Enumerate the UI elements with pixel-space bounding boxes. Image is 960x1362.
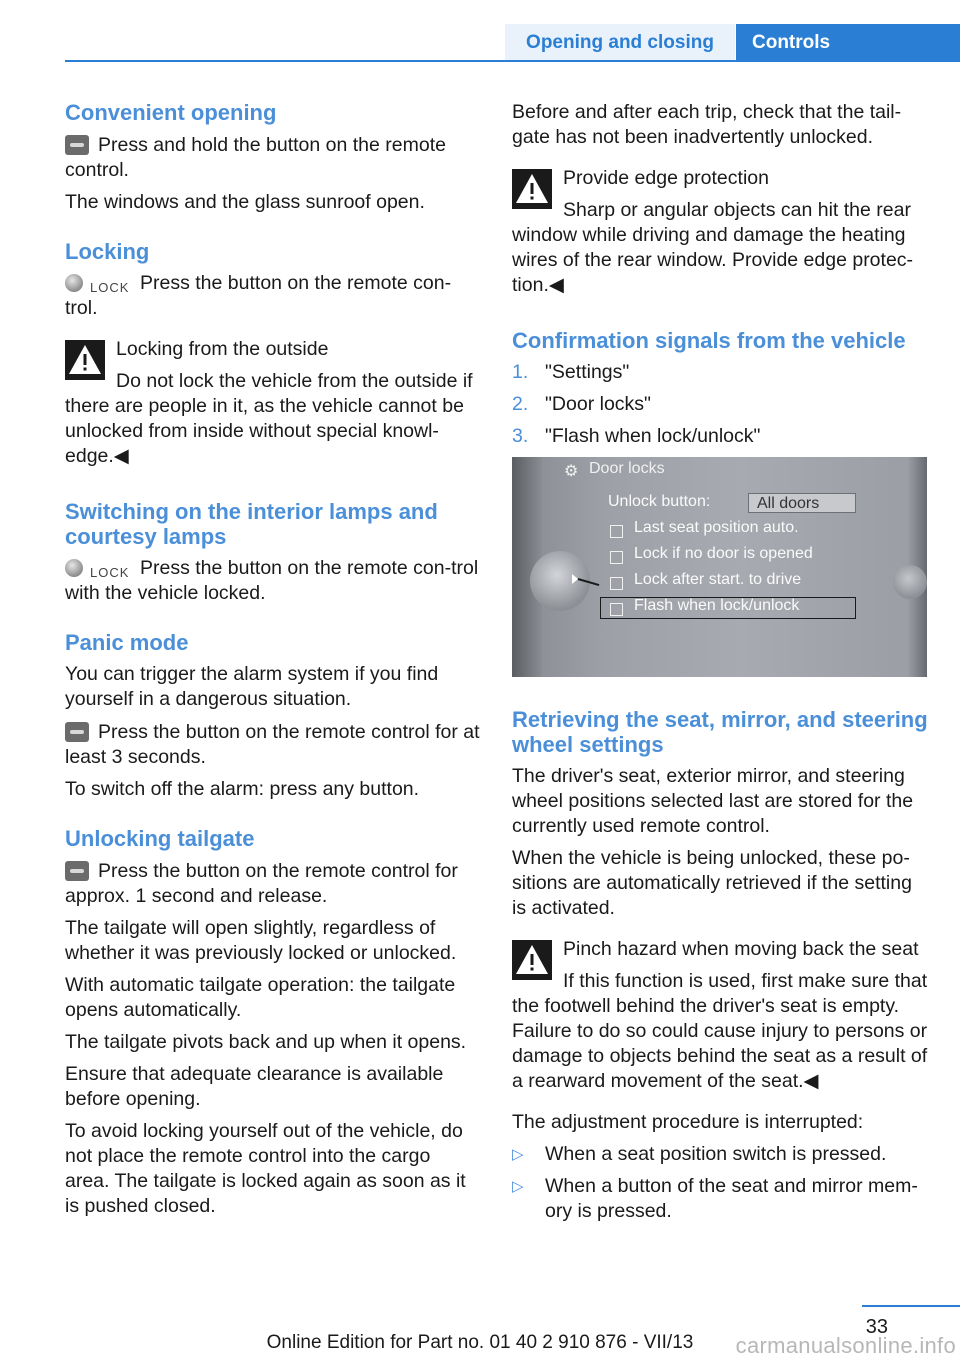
heading-locking: Locking — [65, 239, 150, 264]
paragraph: With automatic tailgate operation: the tailgate opens automatically. — [65, 974, 456, 1021]
paragraph: Ensure that adequate clearance is available before opening. — [65, 1063, 444, 1110]
bullet-triangle-icon: ▷ — [512, 1178, 524, 1195]
warning-title: Pinch hazard when moving back the seat — [563, 938, 919, 960]
screen-option: Last seat position auto. — [634, 519, 799, 536]
paragraph: The tailgate will open slightly, regardless of whether it was previously locked or unlocked. — [65, 917, 457, 964]
watermark: carmanualsonline.info — [735, 1333, 956, 1358]
paragraph: The tailgate pivots back and up when it opens. — [65, 1031, 467, 1053]
screen-option: Lock if no door is opened — [634, 545, 813, 562]
bullet-triangle-icon: ▷ — [512, 1146, 524, 1163]
paragraph: Before and after each trip, check that the tail-gate has not been inadvertently unlocked. — [512, 101, 902, 148]
screen-header: Door locks — [589, 460, 665, 477]
remote-tailgate-icon — [65, 861, 89, 881]
screen-option: Lock after start. to drive — [634, 571, 802, 588]
checkbox-icon — [610, 525, 623, 538]
warning-body: Sharp or angular objects can hit the rear window while driving and damage the heating wires of the rear window. Provide edge protec-tion.◀ — [512, 199, 914, 296]
left-column — [65, 100, 480, 1219]
numbered-steps — [512, 360, 930, 449]
heading-interior-lamps: Switching on the interior lamps and courtesy lamps — [65, 499, 438, 549]
paragraph: The driver's seat, exterior mirror, and steering wheel positions selected last are stored for the currently used remote control. — [512, 765, 914, 837]
lock-button-icon: LOCK — [65, 558, 131, 578]
warning-body: Do not lock the vehicle from the outside if there are people in it, as the vehicle cannot be unlocked from inside without special knowl-edge.◀ — [65, 370, 473, 467]
list-item: 2. "Door locks" — [512, 393, 651, 415]
heading-convenient-opening: Convenient opening — [65, 100, 277, 125]
heading-retrieving-settings: Retrieving the seat, mirror, and steering wheel settings — [512, 707, 928, 757]
unlock-button-label: Unlock button: — [608, 493, 711, 510]
idrive-screenshot — [512, 457, 927, 677]
remote-unlock-icon — [65, 135, 89, 155]
paragraph: The windows and the glass sunroof open. — [65, 191, 425, 213]
header-chapter: Controls — [736, 24, 960, 61]
option-knob-icon — [893, 565, 927, 599]
bullet-list — [512, 1142, 930, 1224]
paragraph: You can trigger the alarm system if you find yourself in a dangerous situation. — [65, 663, 439, 710]
unlock-button-value: All doors — [748, 493, 856, 513]
controller-knob-icon — [530, 551, 590, 611]
paragraph: The adjustment procedure is interrupted: — [512, 1111, 864, 1133]
warning-box — [512, 166, 930, 298]
list-item: ▷ When a button of the seat and mirror mem-ory is pressed. — [512, 1175, 918, 1222]
warning-body: If this function is used, first make sure that the footwell behind the driver's seat is empty. Failure to do so could cause injury to persons or damage to objects behind the seat as a result of a rearward movement of the seat.◀ — [512, 970, 928, 1092]
warning-title: Locking from the outside — [116, 338, 329, 360]
warning-box — [512, 937, 930, 1094]
checkbox-icon — [610, 603, 623, 616]
settings-gear-icon: ⚙ — [564, 463, 579, 480]
paragraph: To switch off the alarm: press any button. — [65, 778, 420, 800]
warning-title: Provide edge protection — [563, 167, 769, 189]
screen-option: Flash when lock/unlock — [634, 597, 800, 614]
paragraph: To avoid locking yourself out of the vehicle, do not place the remote control into the cargo area. The tailgate is locked again as soon as it is pushed closed. — [65, 1120, 466, 1217]
paragraph: Press and hold the button on the remote control. — [65, 134, 446, 181]
header-section: Opening and closing — [505, 24, 735, 61]
paragraph: LOCK Press the button on the remote con-trol. — [65, 272, 452, 319]
footer-rule — [862, 1305, 960, 1307]
warning-triangle-icon — [65, 340, 105, 380]
heading-confirmation-signals: Confirmation signals from the vehicle — [512, 328, 906, 353]
warning-triangle-icon — [512, 169, 552, 209]
checkbox-icon — [610, 577, 623, 590]
header-rule — [65, 60, 960, 62]
warning-triangle-icon — [512, 940, 552, 980]
list-item: 3. "Flash when lock/unlock" — [512, 425, 761, 447]
list-item: ▷ When a seat position switch is pressed. — [512, 1143, 887, 1165]
list-item: 1. "Settings" — [512, 361, 630, 383]
heading-panic-mode: Panic mode — [65, 630, 189, 655]
right-column — [512, 100, 930, 1224]
paragraph: Press the button on the remote control for approx. 1 second and release. — [65, 860, 458, 907]
edition-text: Online Edition for Part no. 01 40 2 910 876 - VII/13 — [266, 1332, 694, 1353]
remote-panic-icon — [65, 722, 89, 742]
page-number: 33 — [865, 1316, 888, 1338]
lock-button-icon: LOCK — [65, 273, 131, 293]
paragraph: Press the button on the remote control for at least 3 seconds. — [65, 721, 480, 768]
heading-unlocking-tailgate: Unlocking tailgate — [65, 826, 255, 851]
warning-box — [65, 337, 480, 469]
paragraph: When the vehicle is being unlocked, these po-sitions are automatically retrieved if the setting is activated. — [512, 847, 912, 919]
paragraph: LOCK Press the button on the remote con-trol with the vehicle locked. — [65, 557, 479, 604]
checkbox-icon — [610, 551, 623, 564]
